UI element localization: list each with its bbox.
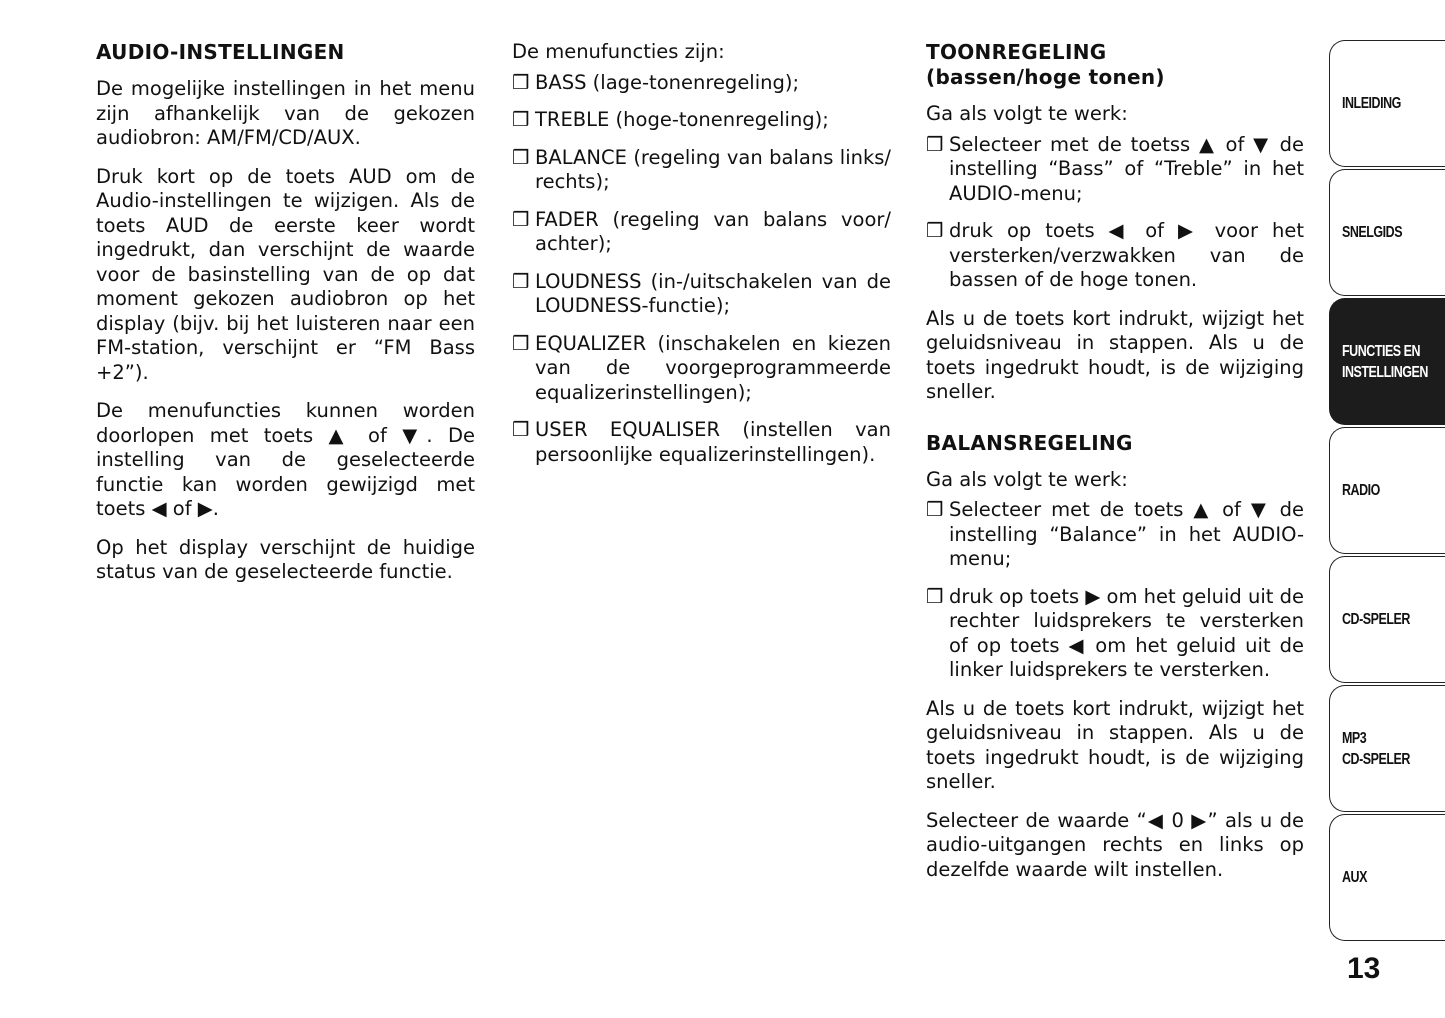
list-item: ❒ EQUALIZER (inschakelen en kiezen van de voorgeprogrammeerde equalizerinstellingen);: [512, 331, 891, 404]
tab-cd-speler[interactable]: CD-SPELER: [1329, 556, 1445, 683]
list-item: ❒ BASS (lage-tonenregeling);: [512, 70, 800, 94]
list-item: ❒ Selecteer met de toetss ▲ of ▼ de instelling “Bass” of “Treble” in het AUDIO-menu;: [926, 132, 1304, 205]
list-item: ❒ druk op toets ▶ om het geluid uit de rechter luidsprekers te versterken of op toets ◀ om het geluid uit de linker luidsprekers te versterken.: [926, 584, 1304, 681]
checkbox-bullet-icon: ❒: [926, 498, 944, 521]
checkbox-bullet-icon: ❒: [512, 331, 530, 355]
tab-snelgids[interactable]: SNELGIDS: [1329, 169, 1445, 296]
tone-steps-list: [926, 133, 1304, 293]
tab-functies-en-instellingen[interactable]: FUNCTIES EN INSTELLINGEN: [1329, 298, 1445, 425]
checkbox-bullet-icon: ❒: [926, 132, 944, 156]
checkbox-bullet-icon: ❒: [512, 108, 530, 131]
tab-mp3-cd-speler[interactable]: MP3 CD-SPELER: [1329, 685, 1445, 812]
heading-toonregeling: TOONREGELING (bassen/hoge tonen): [926, 40, 1165, 89]
paragraph: Op het display verschijnt de huidige status van de geselecteerde functie.: [96, 535, 475, 583]
checkbox-bullet-icon: ❒: [512, 269, 530, 293]
list-item: ❒ TREBLE (hoge-tonenregeling);: [512, 108, 829, 131]
page-number: 13: [1347, 952, 1381, 985]
checkbox-bullet-icon: ❒: [512, 145, 530, 169]
menu-functions-intro: De menufuncties zijn:: [512, 40, 725, 63]
list-item: ❒ FADER (regeling van balans voor/ achter);: [512, 207, 891, 255]
list-item: ❒ USER EQUALISER (instellen van persoonlijke equalizerinstellingen).: [512, 418, 891, 466]
column-audio-settings: [96, 40, 475, 599]
menu-functions-list: [512, 71, 891, 468]
checkbox-bullet-icon: ❒: [512, 207, 530, 231]
procedure-intro: Ga als volgt te werk:: [926, 467, 1128, 491]
checkbox-bullet-icon: ❒: [926, 584, 944, 608]
paragraph: Druk kort op de toets AUD om de Audio-instellingen te wijzigen. Als de toets AUD de eerste keer wordt ingedrukt, dan verschijnt de waarde voor de basinstelling van de op dat moment gekozen audiobron op het display (bijv. bij het luisteren naar een FM-station, verschijnt er “FM Bass +2”).: [96, 164, 475, 384]
heading-audio-instellingen: AUDIO-INSTELLINGEN: [96, 40, 345, 64]
paragraph: Als u de toets kort indrukt, wijzigt het geluidsniveau in stappen. Als u de toets ingedrukt houdt, is de wijziging sneller.: [926, 696, 1304, 793]
checkbox-bullet-icon: ❒: [926, 219, 944, 242]
list-item: ❒ BALANCE (regeling van balans links/ rechts);: [512, 145, 891, 193]
paragraph: De menufuncties kunnen worden doorlopen met toets ▲ of ▼. De instelling van de geselecteerde functie kan worden gewijzigd met toets ◀ of ▶.: [96, 399, 475, 520]
list-item: ❒ LOUDNESS (in-/uitschakelen van de LOUDNESS-functie);: [512, 269, 891, 317]
column-tone-balance: [926, 40, 1304, 896]
chapter-tabs: [1329, 40, 1445, 943]
column-menu-functions: [512, 40, 891, 481]
paragraph: De mogelijke instellingen in het menu zijn afhankelijk van de gekozen audiobron: AM/FM/CD/AUX.: [96, 77, 475, 149]
paragraph: Als u de toets kort indrukt, wijzigt het geluidsniveau in stappen. Als u de toets ingedrukt houdt, is de wijziging sneller.: [926, 306, 1304, 403]
paragraph: Selecteer de waarde “◀ 0 ▶” als u de audio-uitgangen rechts en links op dezelfde waarde wilt instellen.: [926, 808, 1304, 881]
heading-balansregeling: BALANSREGELING: [926, 430, 1133, 455]
tab-aux[interactable]: AUX: [1329, 814, 1445, 941]
tab-inleiding[interactable]: INLEIDING: [1329, 40, 1445, 167]
checkbox-bullet-icon: ❒: [512, 70, 530, 94]
list-item: ❒ Selecteer met de toets ▲ of ▼ de instelling “Balance” in het AUDIO-menu;: [926, 498, 1304, 570]
list-item: ❒ druk op toets ◀ of ▶ voor het versterken/verzwakken van de bassen of de hoge tonen.: [926, 219, 1304, 291]
balance-steps-list: [926, 498, 1304, 683]
procedure-intro: Ga als volgt te werk:: [926, 102, 1128, 125]
tab-radio[interactable]: RADIO: [1329, 427, 1445, 554]
checkbox-bullet-icon: ❒: [512, 418, 530, 441]
